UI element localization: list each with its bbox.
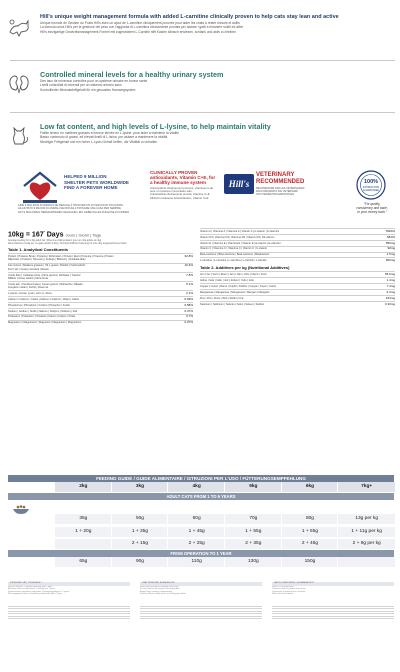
feeding-cell: 13g per kg [337,514,395,524]
row-value: 0.58% [184,302,193,307]
feeding-cell: 1 + 35g [111,527,169,537]
instruction-text: Fresh water should be available at all times. De l'eau fraîche doit toujours être disponible. Acqua fresca sempre a disposizione. Frisches Wasser sollte immer zur Verfügung stehen. [140,585,187,596]
feeding-cell [337,557,395,567]
row-value: 0.7% [186,314,193,319]
feeding-cell: 2 + 35g [224,539,282,549]
row-value: 7940IU [385,228,395,233]
feeding-cell: 90g [111,557,169,567]
divider [10,112,395,113]
guarantee-seal-icon [356,170,386,200]
svg-text:GUARANTEED: GUARANTEED [363,190,379,192]
feeding-cell: 35g [54,514,112,524]
row-value: 0.69% [184,296,193,301]
row-label: Vitamin C | Vitamine C | Vitamina C | Vitamin C | C-vitamin [200,247,268,251]
row-label: Potassium | Potassium | Potassio | Kalium | Kálium | Potas [8,315,76,319]
instruction-block [140,582,262,626]
shelter-text: AIDÉ 9 MILLIONS D'ANIMAUX DE REFUGE À TROUVER UN FOYER POUR TOUJOURS HA AIUTATO 9 MILIONI DI ANIMALI NEI RIFUGI A TROVARE UNA CASA PER SEMPRE HAT 9 MILLIONEN TIERHEIMTIEREN GEHOLFEN, EIN LIEBEVOLLES ZUHAUSE ZU FINDEN [18,204,129,214]
row-label: Calcium | Calcium | Calcio | Kalzium | Kalcium | Wapń | Cálcio [8,297,79,301]
benefit-title: Low fat content, and high levels of L-lysine, to help maintain vitality [40,122,271,131]
feeding-cell: 2kg [54,482,112,492]
clinically-proven-badge [150,170,220,220]
badges-row [0,168,400,226]
dry-food-bowl-icon [12,502,30,514]
row-value: 5.1% [186,281,193,286]
benefit-weight-management [40,14,395,34]
feeding-cell: 70g [224,514,282,524]
row-value: 154mg [385,295,395,300]
row-label: L-carnitine | L-carnitine | L-carnitina | L-Carnitin | L-karnitin [200,259,267,263]
row-label: Vitamin D3 | Vitamine D3 | Vitamina D3 | Vitamin D3 | D3-vitamin [200,235,275,239]
vet-languages: RECOMMANDÉ PAR LES VÉTÉRINAIRES RACCOMANDATO DAI VETERINARI VON TIERÄRZTEN EMPFOHLEN [256,186,305,196]
clinical-title: CLINICALLY PROVEN antioxidants, Vitamin C+E, for a healthy immune system [150,170,216,186]
adult-mixed-row [8,527,394,537]
row-label: Protein | Protéine Brute | Proteina | Rohprotein | Protein | Eiwit | Proteína | Proteína | Protein Råprotein | Proteiini | Πρωτεΐνη | Fehérje | Bílkoviny | Dusíkaté látky [8,255,114,262]
row-label: Beta-carotene | Bêta-carotène | Beta-carotene | Betakaroten [200,253,270,257]
adult-band: ADULT CATS FROM 1 TO 6 YEARS [8,493,394,500]
feeding-cell: 4kg [167,482,225,492]
feeding-guide-header: FEEDING GUIDE / GUIDE ALIMENTAIRE / ISTRUZIONI PER L'USO / FÜTTERUNGSEMPFEHLUNG [8,475,394,482]
kidney-icon [7,72,31,94]
row-label: Vitamin A | Vitamine A | Vitamina A | Vitamin A | A-vitamin | A-vitamiini [200,229,280,233]
row-value: 7.8% [186,272,193,277]
row-label: Fat content | Matières grasses | Oli e grassi | Rohfett | Fettinnehold Fett | Vet | Grasa | Gordura | Rasva [8,264,85,271]
feeding-cell: 1 + 20g [54,527,112,537]
instruction-text: Store in a cool dry place. Conserver dans un endroit frais et sec. Conservare in luogo fresco e asciutto. Kühl und trocken lagern. [272,585,307,596]
row-value: 10.4% [184,263,193,268]
feeding-guide [8,475,394,567]
row-label: Crude fibre | Cellulose brute | Fibra grezza | Rohfaser | Træstof Råfiber | Ruwe celstof | Fibra bruta [8,273,81,280]
row-label: Manganese | Manganèse | Manganese | Mangan | Mangaan [200,290,270,294]
instruction-head: CHAT STÉRILISÉ | JEUNE ADULTE [140,582,262,586]
weight-row [8,482,394,492]
analytical-constituents [8,228,193,472]
table1-rows [8,253,193,325]
hills-logo-icon [224,174,254,194]
table2-title: Table 2. Additives per kg (Nutritional Additives) [200,265,290,271]
bag-duration-note: Average feeding for a 4kg adult cat | Moyenne d'alimentation pour un chat adulte de 4kg Alimentazione media per un gatto adulto di 4kg | Durchschnittliche Fütterung für eine 4kg ausgewachsene Katze [8,239,127,246]
row-value: 32.8% [184,254,193,259]
row-value: 7.4mg [386,283,395,288]
feeding-cell: 80g [281,514,339,524]
cat-sitting-icon [7,124,31,146]
svg-text:100%: 100% [363,179,379,185]
shelter-badge [12,168,147,226]
benefit-text: Unique formule de Gestion du Poids Hill's avec un ajout de L-carnitine cliniquement prouvée pour aider les chats à rester minces et actifs La formula unica Hill's per la gestione del peso con l'aggiunta di L-carnitina clinicamente provata per aiutare i gatti a rimanere snelli ed attivi Hill's einzigartige Gewichtsmanagement-Formel mit zugesetztem L-Carnitin hilft Katzen klinisch erwiesen, schlank und aktiv zu bleiben [40,21,244,34]
table-row [8,320,193,326]
feeding-cell: 6kg [281,482,339,492]
row-value: 90mg [387,246,395,251]
instruction-text: Feed as directed. Transition gradually over 7 days. Alimenter selon les indications. Transition sur 7 jours. Somministrare secondo le indicazioni. Passaggio graduale in 7 giorni. Wie angegeben füttern. Umstellung schrittweise über 7 Tage. [8,585,70,596]
feeding-cell: 50g [111,514,169,524]
benefit-title: Hill's unique weight management formula with added L-carnitine clinically proven to help cats stay lean and active [40,14,339,20]
adult-dry-row [8,514,394,524]
row-label: Phosphorus | Phosphore | Fosforo | Phosphor | Fosfor [8,303,71,307]
veterinary-recommended-badge [222,170,340,220]
row-value: 6.3mg [386,289,395,294]
feeding-cell: 130g [224,557,282,567]
instruction-block [8,582,130,626]
row-value: 2.1% [186,290,193,295]
satisfaction-guarantee-badge [342,168,396,226]
table-row [8,272,193,281]
feeding-cell: 3kg [111,482,169,492]
benefit-text: Faible teneur en matières grasses et teneur élevée en L-lysine, pour aider à maintenir la vitalité Basso contenuto di grassi, ed elevati livelli di L-lisina, per aiutare a mantenere la vitalità Niedriger Fettgehalt und ein hoher L-Lysin-Gehalt helfen, die Vitalität zu erhalten [40,131,179,144]
instruction-block [272,582,394,626]
svg-text:SATISFACTION: SATISFACTION [362,187,380,189]
feeding-cell: 1 + 11g per kg [337,527,395,537]
row-label: L-lysine | Lisina | Lysin | Lizin | L-lizina [8,291,52,295]
vitamins-additives [200,228,395,472]
feeding-cell: 65g [54,557,112,567]
shelter-title: HELPED 9 MILLION SHELTER PETS WORLDWIDE FIND A FOREVER HOME [64,174,129,191]
feeding-cell: 2 + 15g [111,539,169,549]
clinical-text: Antioxydants cliniquement prouvés, vitamines C+E, pour un système immunitaire sain Antiossidanti clinicamente provati, vitamine C+E Klinisch erwiesene Antioxidantien, Vitamin C+E [150,185,214,200]
feeding-cell: 2 + 25g [167,539,225,549]
benefit-title: Controlled mineral levels for a healthy urinary system [40,70,224,79]
row-label: Copper | Cuivre | Rame | Kupfer | Kobber | Koppar | Koper | Cobre [200,284,277,288]
row-label: Crude ash | Cendres brutes | Ceneri grezze | Rohasche | Råaske Inorganic matter | Asche | Ruwe as [8,282,83,289]
table1-title: Table 1. Analytical Constituents [8,247,69,253]
row-label: Magnesium | Magnésium | Magnesio | Magnesium | Magnézium [8,321,82,325]
feeding-cell: 60g [167,514,225,524]
vitamin-rows [200,228,395,263]
instruction-head: GATTO STERILIZZATO | GIOVANE ADULTO [272,582,394,586]
food-shelter-love-logo-icon [20,170,60,204]
row-label: Iodine | Iode | Iodio | Jod | Jodium | Yodo | Iodo [200,279,254,283]
row-value: 550mg [385,240,395,245]
row-value: 1.4mg [386,278,395,283]
feeding-cell [54,539,112,549]
benefit-vitality [40,122,395,144]
benefit-text: Des taux de minéraux contrôlés pour un système urinaire en bonne santé Livelli controllati di minerali per un sistema urinario sano Kontrollierter Mineralstoffgehalt für ein gesundes Harnwegsystem [40,79,148,92]
multilingual-instructions [8,582,394,666]
growth-band: FROM OPERATION TO 1 YEAR [8,550,394,557]
cat-playing-icon [7,16,31,38]
feeding-cell: 2 + 9g per kg [337,539,395,549]
row-label: Selenium | Sélénium | Selenio | Selen | Seleen | Selênio [200,302,265,306]
row-label: Sodium | Sodium | Sodio | Natrium | Sodyum | Nátrium | Sód [8,309,78,313]
instruction-head: STERILISED CAT | YOUNG ADULT [8,582,130,586]
bag-duration: 10kg = 167* Days Jours | Giorni | Tage [8,230,102,239]
feeding-cell: 1 + 45g [167,527,225,537]
feeding-cell: 2 + 45g [281,539,339,549]
row-value: 0.37% [184,308,193,313]
feeding-cell: 1 + 65g [281,527,339,537]
row-value: 681IU [386,234,395,239]
table-row [200,257,395,263]
benefit-urinary [40,70,395,92]
row-label: Iron | Fer | Ferro | Eisen | Jern | Järn | IJzer | Hierro | Ferro [200,273,267,277]
table-row [200,301,395,307]
svg-text:Hill's: Hill's [228,179,250,189]
table-row [8,263,193,272]
guarantee-quote: "For quality, consistency and taste, or your money back." [356,202,388,214]
feeding-cell: 150g [281,557,339,567]
row-label: Zinc | Zinc | Zinco | Zink | Sinkki | Cinc [200,296,244,300]
table2-rows [200,271,395,306]
table-row [8,281,193,290]
growth-dry-row [8,557,394,567]
table-row [8,253,193,262]
feeding-cell: 7kg+ [337,482,395,492]
row-label: Vitamin E | Vitamine E | Vitamina E | Vitamin E | E-vitamin | E-vitamiini [200,241,281,245]
divider [10,60,395,61]
row-value: 500mg [385,258,395,263]
row-value: 0.33mg [384,301,395,306]
feeding-cell: 1 + 55g [224,527,282,537]
row-value: 1.5mg [386,252,395,257]
adult-mixed-2-row [8,539,394,549]
row-value: 0.07% [184,320,193,325]
vet-title: VETERINARY RECOMMENDED [256,172,305,185]
row-value: 65.6mg [384,272,395,277]
feeding-cell: 110g [167,557,225,567]
feeding-cell: 5kg [224,482,282,492]
